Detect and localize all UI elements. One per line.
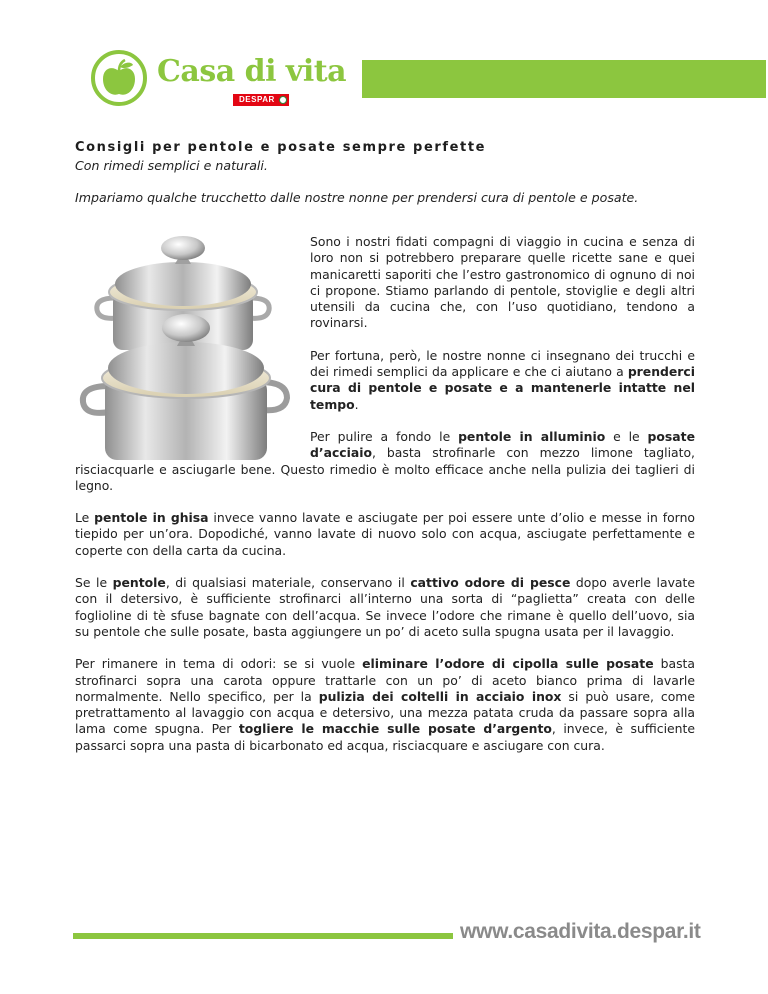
despar-brand-label xyxy=(233,94,289,106)
intro-text: Impariamo qualche trucchetto dalle nostre nonne per prendersi cura di pentole e posate. xyxy=(75,190,639,205)
website-link[interactable]: www.casadivita.despar.it xyxy=(460,920,701,943)
despar-mark-icon xyxy=(279,96,287,104)
header-banner xyxy=(73,42,695,118)
page-subtitle: Con rimedi semplici e naturali. xyxy=(75,158,268,173)
header-green-bar xyxy=(362,60,766,98)
apple-logo-icon xyxy=(91,50,147,106)
paragraph-1: Sono i nostri fidati compagni di viaggio in cucina e senza di loro non si potrebbero preparare quelle ricette sane e quei manicaretti saporiti che l’estro gastronomico di ognuno di noi ci propone. Stiamo parlando di pentole, stoviglie e degli altri utensili da cucina che, con l’uso quotidiano, tendono a rovinarsi. xyxy=(310,234,695,331)
footer-green-line xyxy=(73,933,453,939)
article-body xyxy=(75,234,695,770)
page-title: Consigli per pentole e posate sempre perfette xyxy=(75,140,487,155)
image-float-spacer xyxy=(75,233,310,458)
paragraph-2: Per fortuna, però, le nostre nonne ci insegnano dei trucchi e dei rimedi semplici da applicare e che ci aiutano a prenderci cura di pentole e posate e a mantenerle intatte nel tempo. xyxy=(310,347,695,412)
paragraph-5: Se le pentole, di qualsiasi materiale, conservano il cattivo odore di pesce dopo averle lavate con il detersivo, è sufficiente strofinarci all’interno una sorta di “paglietta” creata con delle foglioline di tè sfuse bagnate con dell’acqua. Se invece l’odore che rimane è quello dell’uovo, sia su pentole che sulle posate, basta aggiungere un po’ di aceto sulla spugna usata per il lavaggio. xyxy=(75,575,695,639)
paragraph-3: Per pulire a fondo le pentole in alluminio e le posate d’acciaio, basta strofinarle con mezzo limone tagliato, risciacquarle e asciugarle bene. Questo rimedio è molto efficace anche nella pulizia dei taglieri di legno. xyxy=(75,428,695,493)
paragraph-4: Le pentole in ghisa invece vanno lavate e asciugate per poi essere unte d’olio e messe in forno tiepido per un’ora. Dopodiché, vanno lavate di nuovo solo con acqua, asciugate perfettamente e coperte con della carta da cucina. xyxy=(75,510,695,558)
despar-brand-text: DESPAR xyxy=(239,95,275,104)
paragraph-6: Per rimanere in tema di odori: se si vuole eliminare l’odore di cipolla sulle posate basta strofinarci sopra una carota oppure trattarle con un po’ di aceto bianco prima di lavarle normalmente. Nello specifico, per la pulizia dei coltelli in acciaio inox si può usare, come pretrattamento al lavaggio con acqua e detersivo, una mezza patata cruda da passare sopra alla lama come spugna. Per togliere le macchie sulle posate d’argento, invece, è sufficiente passarci sopra una pasta di bicarbonato ed acqua, risciacquare e asciugare con cura. xyxy=(75,656,696,753)
brand-name: Casa di vita xyxy=(157,54,347,89)
